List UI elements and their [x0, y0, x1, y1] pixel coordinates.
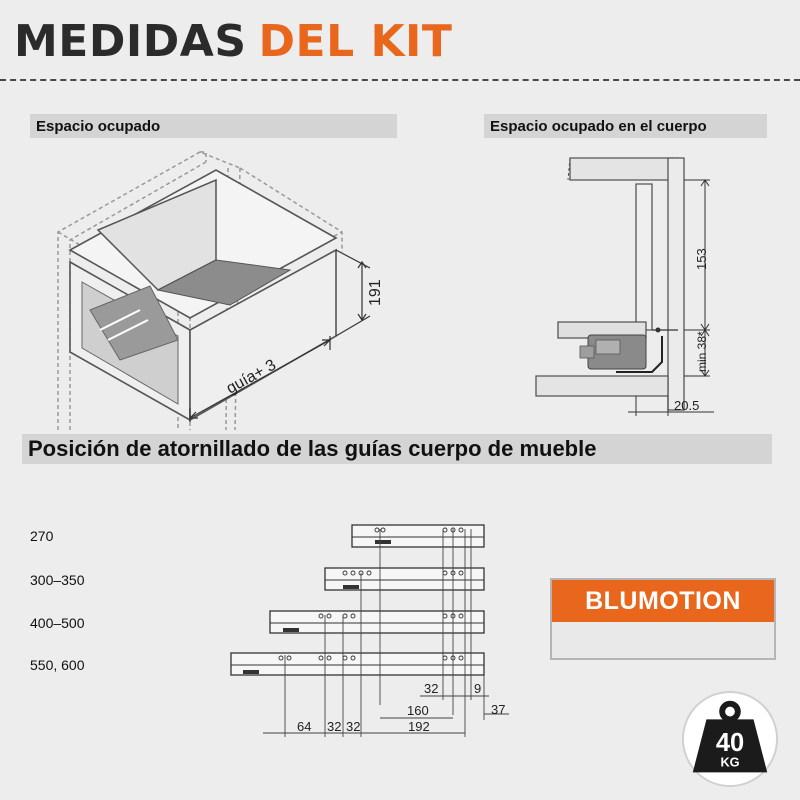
- section-label-screws: Posición de atornillado de las guías cuerpo de mueble: [22, 434, 772, 464]
- dim-32-top: 32: [424, 681, 439, 696]
- dim-bottom-label: min 38*: [695, 331, 709, 372]
- title-part2: DEL KIT: [258, 16, 453, 67]
- title-part1: MEDIDAS: [14, 16, 247, 67]
- body-section-drawing: [528, 140, 778, 430]
- dim-side-label: 20.5: [674, 398, 700, 413]
- dim-160: 160: [407, 703, 429, 718]
- weight-icon: [681, 690, 779, 788]
- dim-64: 64: [297, 719, 312, 734]
- width-dim-label: guía+ 3: [223, 356, 280, 398]
- dim-32-b: 32: [346, 719, 361, 734]
- size-label-270: 270: [30, 528, 54, 544]
- section-label-body: Espacio ocupado en el cuerpo: [484, 114, 767, 138]
- header-divider: [0, 79, 800, 81]
- dim-192: 192: [408, 719, 430, 734]
- height-dim-label: 191: [367, 279, 384, 306]
- size-label-550-600: 550, 600: [30, 657, 85, 673]
- section-label-space: Espacio ocupado: [30, 114, 397, 138]
- page-title: [14, 14, 452, 70]
- dim-top-label: 153: [694, 248, 709, 270]
- dim-9-top: 9: [474, 681, 482, 696]
- rails-drawing: [225, 515, 525, 745]
- weight-value: 40: [715, 728, 745, 757]
- blumotion-badge: [550, 578, 776, 660]
- weight-unit: KG: [720, 754, 740, 770]
- blumotion-label: BLUMOTION: [552, 580, 774, 622]
- size-label-300-350: 300–350: [30, 572, 85, 588]
- dim-32-a: 32: [327, 719, 342, 734]
- dim-37: 37: [491, 702, 506, 717]
- size-label-400-500: 400–500: [30, 615, 85, 631]
- drawer-cabinet-drawing: [30, 140, 400, 430]
